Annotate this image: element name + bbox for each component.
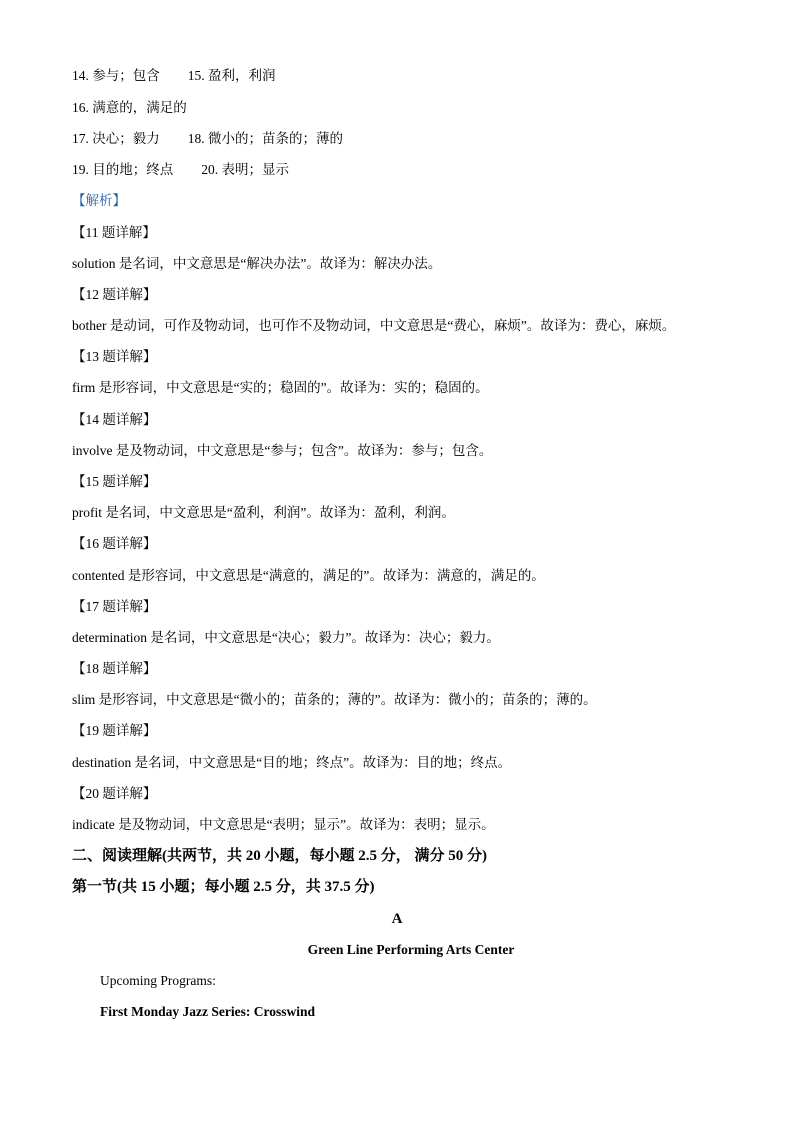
answer-18: 18. 微小的；苗条的；薄的 [187,131,343,146]
detail-13-text: firm 是形容词，中文意思是“实的；稳固的”。故译为：实的；稳固的。 [72,380,489,395]
detail-11-head: 【11 题详解】 [72,225,156,240]
answer-row-3 [72,130,343,148]
answer-20: 20. 表明；显示 [201,162,289,177]
detail-19-head: 【19 题详解】 [72,723,157,738]
answer-19: 19. 目的地；终点 [72,162,174,177]
detail-16-head: 【16 题详解】 [72,536,157,551]
detail-20-text: indicate 是及物动词，中文意思是“表明；显示”。故译为：表明；显示。 [72,817,495,832]
answer-row-4 [72,161,289,179]
detail-13-head: 【13 题详解】 [72,349,157,364]
detail-18-head: 【18 题详解】 [72,661,157,676]
upcoming-programs-label: Upcoming Programs: [100,973,216,988]
detail-11-text: solution 是名词，中文意思是“解决办法”。故译为：解决办法。 [72,256,442,271]
detail-17-head: 【17 题详解】 [72,599,157,614]
passage-title: Green Line Performing Arts Center [307,942,515,957]
answer-17: 17. 决心；毅力 [72,131,160,146]
detail-14-text: involve 是及物动词，中文意思是“参与；包含”。故译为：参与；包含。 [72,443,493,458]
answer-row-2 [72,99,187,117]
detail-20-head: 【20 题详解】 [72,786,157,801]
answer-14: 14. 参与；包含 [72,68,160,83]
detail-12-head: 【12 题详解】 [72,287,157,302]
program-heading: First Monday Jazz Series: Crosswind [100,1004,315,1019]
detail-15-text: profit 是名词，中文意思是“盈利，利润”。故译为：盈利，利润。 [72,505,455,520]
detail-15-head: 【15 题详解】 [72,474,157,489]
detail-14-head: 【14 题详解】 [72,412,157,427]
detail-19-text: destination 是名词，中文意思是“目的地；终点”。故译为：目的地；终点。 [72,755,512,770]
detail-17-text: determination 是名词，中文意思是“决心；毅力”。故译为：决心；毅力。 [72,630,500,645]
answer-15: 15. 盈利，利润 [187,68,276,83]
analysis-label: 【解析】 [72,193,126,208]
subsection-title: 第一节(共 15 小题；每小题 2.5 分，共 37.5 分) [72,879,375,895]
detail-16-text: contented 是形容词，中文意思是“满意的，满足的”。故译为：满意的，满足的。 [72,568,545,583]
detail-18-text: slim 是形容词，中文意思是“微小的；苗条的；薄的”。故译为：微小的；苗条的；薄的。 [72,692,597,707]
section-title: 二、阅读理解(共两节，共 20 小题，每小题 2.5 分， 满分 50 分) [72,848,487,864]
answer-row-1 [72,67,276,85]
answer-16: 16. 满意的，满足的 [72,100,187,115]
passage-letter: A [391,911,403,927]
detail-12-text: bother 是动词，可作及物动词，也可作不及物动词，中文意思是“费心，麻烦”。故译为：费心，麻烦。 [72,318,676,333]
